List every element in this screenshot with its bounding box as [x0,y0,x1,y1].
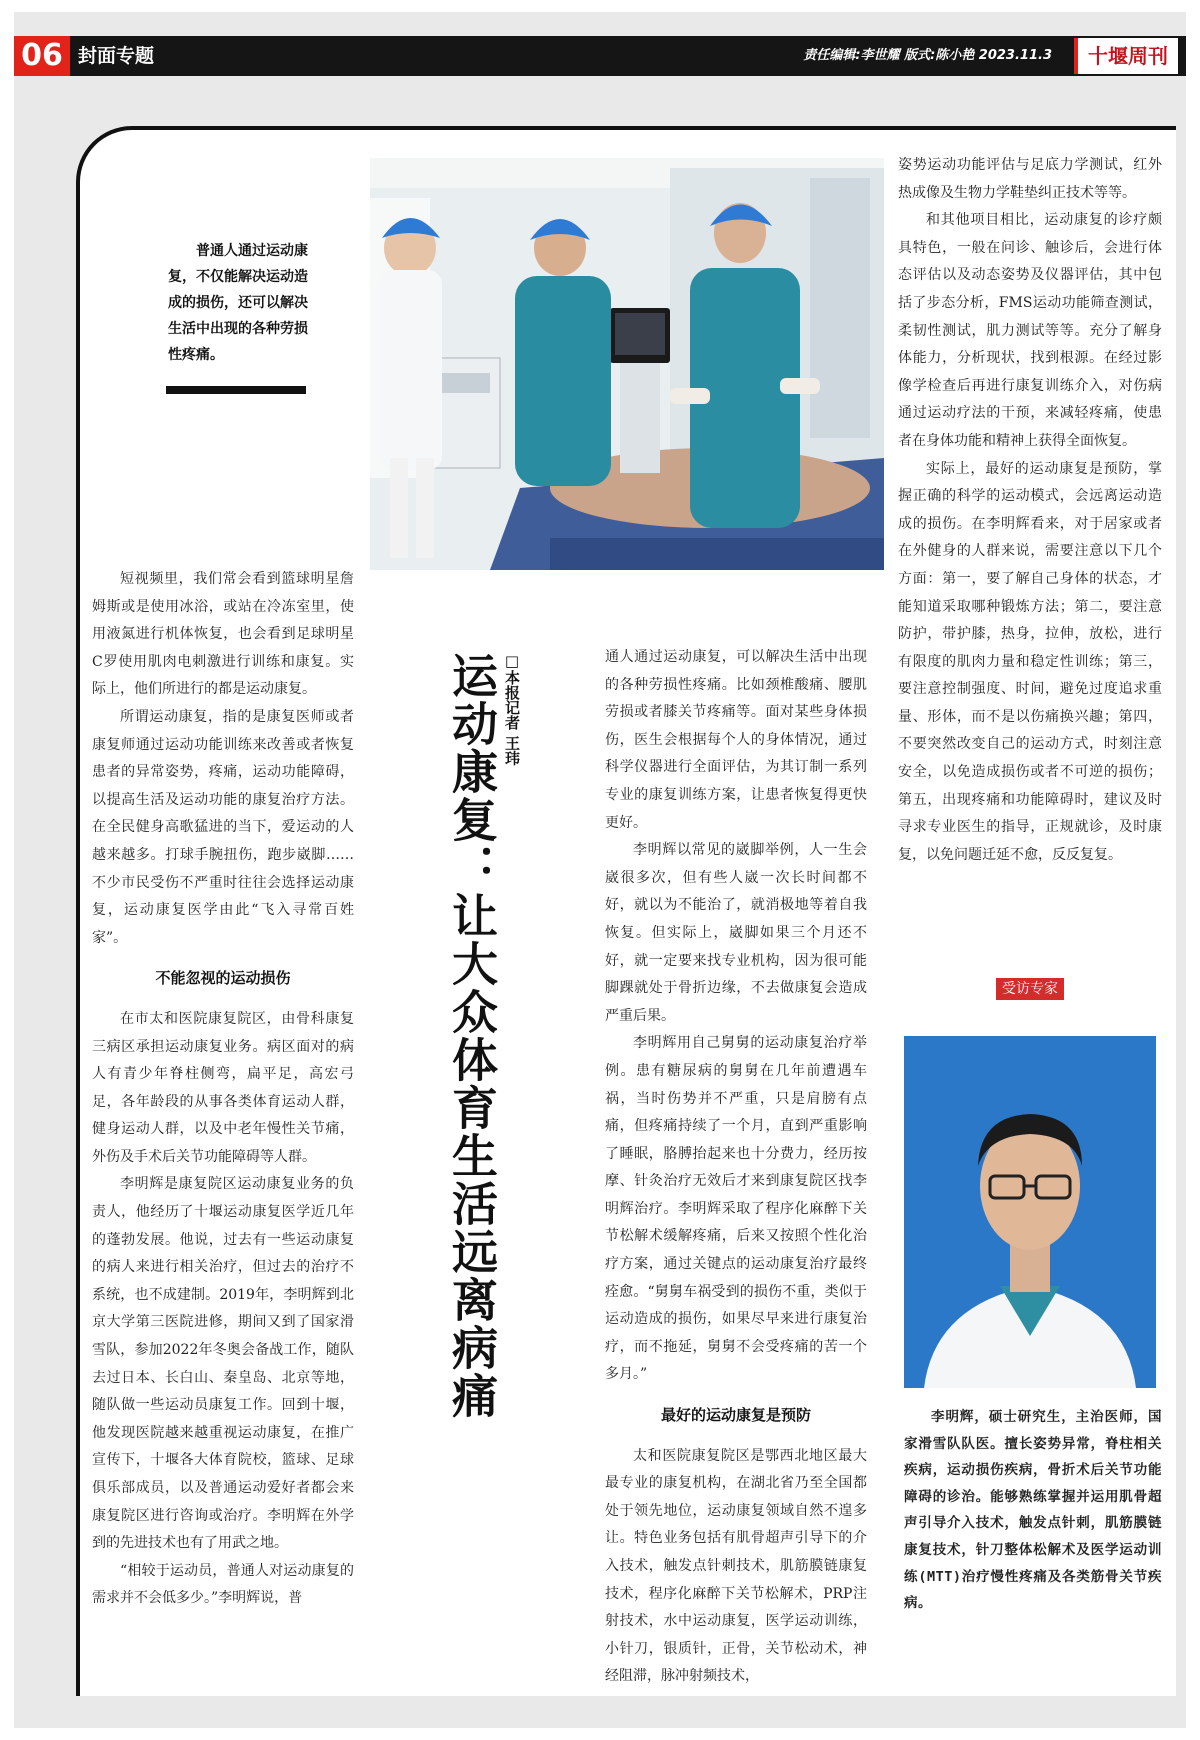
editor-credits: 责任编辑:李世耀 版式:陈小艳 2023.11.3 [803,48,1052,63]
portrait-illustration [904,1036,1156,1388]
article-column-3 [898,152,1162,869]
subheading: 不能忽视的运动损伤 [155,969,291,988]
subheading: 最好的运动康复是预防 [660,1406,811,1425]
expert-tag: 受访专家 [996,978,1064,1000]
article-photo [370,158,884,570]
paragraph: 所谓运动康复，指的是康复医师或者康复师通过运动功能训练来改善或者恢复患者的异常姿势，疼痛，运动功能障碍，以提高生活及运动功能的康复治疗方法。在全民健身高歌猛进的当下，爱运动的人越来越多。打球手腕扭伤，跑步崴脚……不少市民受伤不严重时往往会选择运动康复，运动康复医学由此“飞入寻常百姓家”。 [92,708,354,946]
paragraph: 李明辉以常见的崴脚举例，人一生会崴很多次，但有些人崴一次长时间都不好，就以为不能治了，就消极地等着自我恢复。但实际上，崴脚如果三个月还不好，就一定要来找专业机构，因为很可能脚踝就处于骨折边缘，不去做康复会造成严重后果。 [605,842,867,1024]
article-column-2 [605,644,867,1691]
paragraph: 短视频里，我们常会看到篮球明星詹姆斯或是使用冰浴，或站在冷冻室里，使用液氮进行机体恢复，也会看到足球明星C罗使用肌肉电刺激进行训练和康复。实际上，他们所进行的都是运动康复。 [92,571,354,698]
article-column-1 [92,566,354,1613]
expert-bio: 李明辉，硕士研究生，主治医师，国家滑雪队队医。擅长姿势异常，脊柱相关疾病，运动损伤疾病，骨折术后关节功能障碍的诊治。能够熟练掌握并运用肌骨超声引导介入技术，触发点针刺，肌筋膜链康复技术，针刀整体松解术及医学运动训练(MTT)治疗慢性疼痛及各类筋骨关节疾病。 [904,1409,1162,1612]
pull-quote: 普通人通过运动康复，不仅能解决运动造成的损伤，还可以解决生活中出现的各种劳损性疼痛。 [168,243,308,363]
paragraph: 在市太和医院康复院区，由骨科康复三病区承担运动康复业务。病区面对的病人有青少年脊柱侧弯，扁平足，高宏弓足，各年龄段的从事各类体育运动人群，健身运动人群，以及中老年慢性关节痛，外伤及手术后关节功能障碍等人群。 [92,1010,354,1165]
headline: 运动康复：让大众体育生活远离病痛 [445,652,499,1420]
pull-quote-rule [166,386,306,394]
paragraph: 实际上，最好的运动康复是预防，掌握正确的科学的运动模式，会远离运动造成的损伤。在李明辉看来，对于居家或者在外健身的人群来说，需要注意以下几个方面：第一，要了解自己身体的状态，才能知道采取哪种锻炼方法；第二，要注意防护，带护膝，热身，拉伸，放松，进行有限度的肌肉力量和稳定性训练；第三，要注意控制强度、时间，避免过度追求重量、形体，而不是以伤痛换兴趣；第四，不要突然改变自己的运动方式，时刻注意安全，以免造成损伤或者不可逆的损伤；第五，出现疼痛和功能障碍时，建议及时寻求专业医生的指导，正规就诊，及时康复，以免问题迁延不愈，反反复复。 [898,460,1162,863]
clinic-scene-illustration [370,158,884,570]
paper-logo: 十堰周刊 [1074,38,1178,74]
page-number: 06 [14,36,70,76]
byline: □本报记者 王玮 [503,652,521,766]
paragraph: 李明辉是康复院区运动康复业务的负责人，他经历了十堰运动康复医学近几年的蓬勃发展。他说，过去有一些运动康复的病人来进行相关治疗，但过去的治疗不系统，也不成建制。2019年，李明辉到北京大学第三医院进修，期间又到了国家滑雪队，参加2022年冬奥会备战工作，随队去过日本、长白山、秦皇岛、北京等地，随队做一些运动员康复工作。回到十堰，他发现医院越来越重视运动康复，在推广宣传下，十堰各大体育院校，篮球、足球俱乐部成员，以及普通运动爱好者都会来康复院区进行咨询或治疗。李明辉在外学到的先进技术也有了用武之地。 [92,1176,354,1552]
expert-portrait [904,1036,1156,1388]
paragraph: 太和医院康复院区是鄂西北地区最大最专业的康复机构，在湖北省乃至全国都处于领先地位，运动康复领域自然不遑多让。特色业务包括有肌骨超声引导下的介入技术，触发点针刺技术，肌筋膜链康复技术，程序化麻醉下关节松解术，PRP注射技术，水中运动康复，医学运动训练，小针刀，银质针，正骨，关节松动术，神经阻滞，脉冲射频技术， [605,1447,867,1685]
paragraph: 姿势运动功能评估与足底力学测试，红外热成像及生物力学鞋垫纠正技术等等。 [898,157,1162,201]
paragraph: 李明辉用自己舅舅的运动康复治疗举例。患有糖尿病的舅舅在几年前遭遇车祸，当时伤势并不严重，只是肩膀有点痛，但疼痛持续了一个月，直到严重影响了睡眠，胳膊抬起来也十分费力，经历按摩、针灸治疗无效后才来到康复院区找李明辉治疗。李明辉采取了程序化麻醉下关节松解术缓解疼痛，后来又按照个性化治疗方案，通过关键点的运动康复治疗最终痊愈。“舅舅车祸受到的损伤不重，类似于运动造成的损伤，如果尽早来进行康复治疗，而不拖延，舅舅不会受疼痛的苦一个多月。” [605,1035,867,1383]
paragraph: 和其他项目相比，运动康复的诊疗颇具特色，一般在问诊、触诊后，会进行体态评估以及动态姿势及仪器评估，其中包括了步态分析，FMS运动功能筛查测试，柔韧性测试，肌力测试等等。充分了解身体能力，分析现状，找到根源。在经过影像学检查后再进行康复训练介入，对伤病通过运动疗法的干预，来减轻疼痛，使患者在身体功能和精神上获得全面恢复。 [898,212,1162,449]
paragraph: 通人通过运动康复，可以解决生活中出现的各种劳损性疼痛。比如颈椎酸痛、腰肌劳损或者膝关节疼痛等。面对某些身体损伤，医生会根据每个人的身体情况，通过科学仪器进行全面评估，为其订制一系列专业的康复训练方案，让患者恢复得更快更好。 [605,649,867,831]
section-title: 封面专题 [78,45,155,67]
paragraph: “相较于运动员，普通人对运动康复的需求并不会低多少。”李明辉说，普 [92,1562,354,1607]
